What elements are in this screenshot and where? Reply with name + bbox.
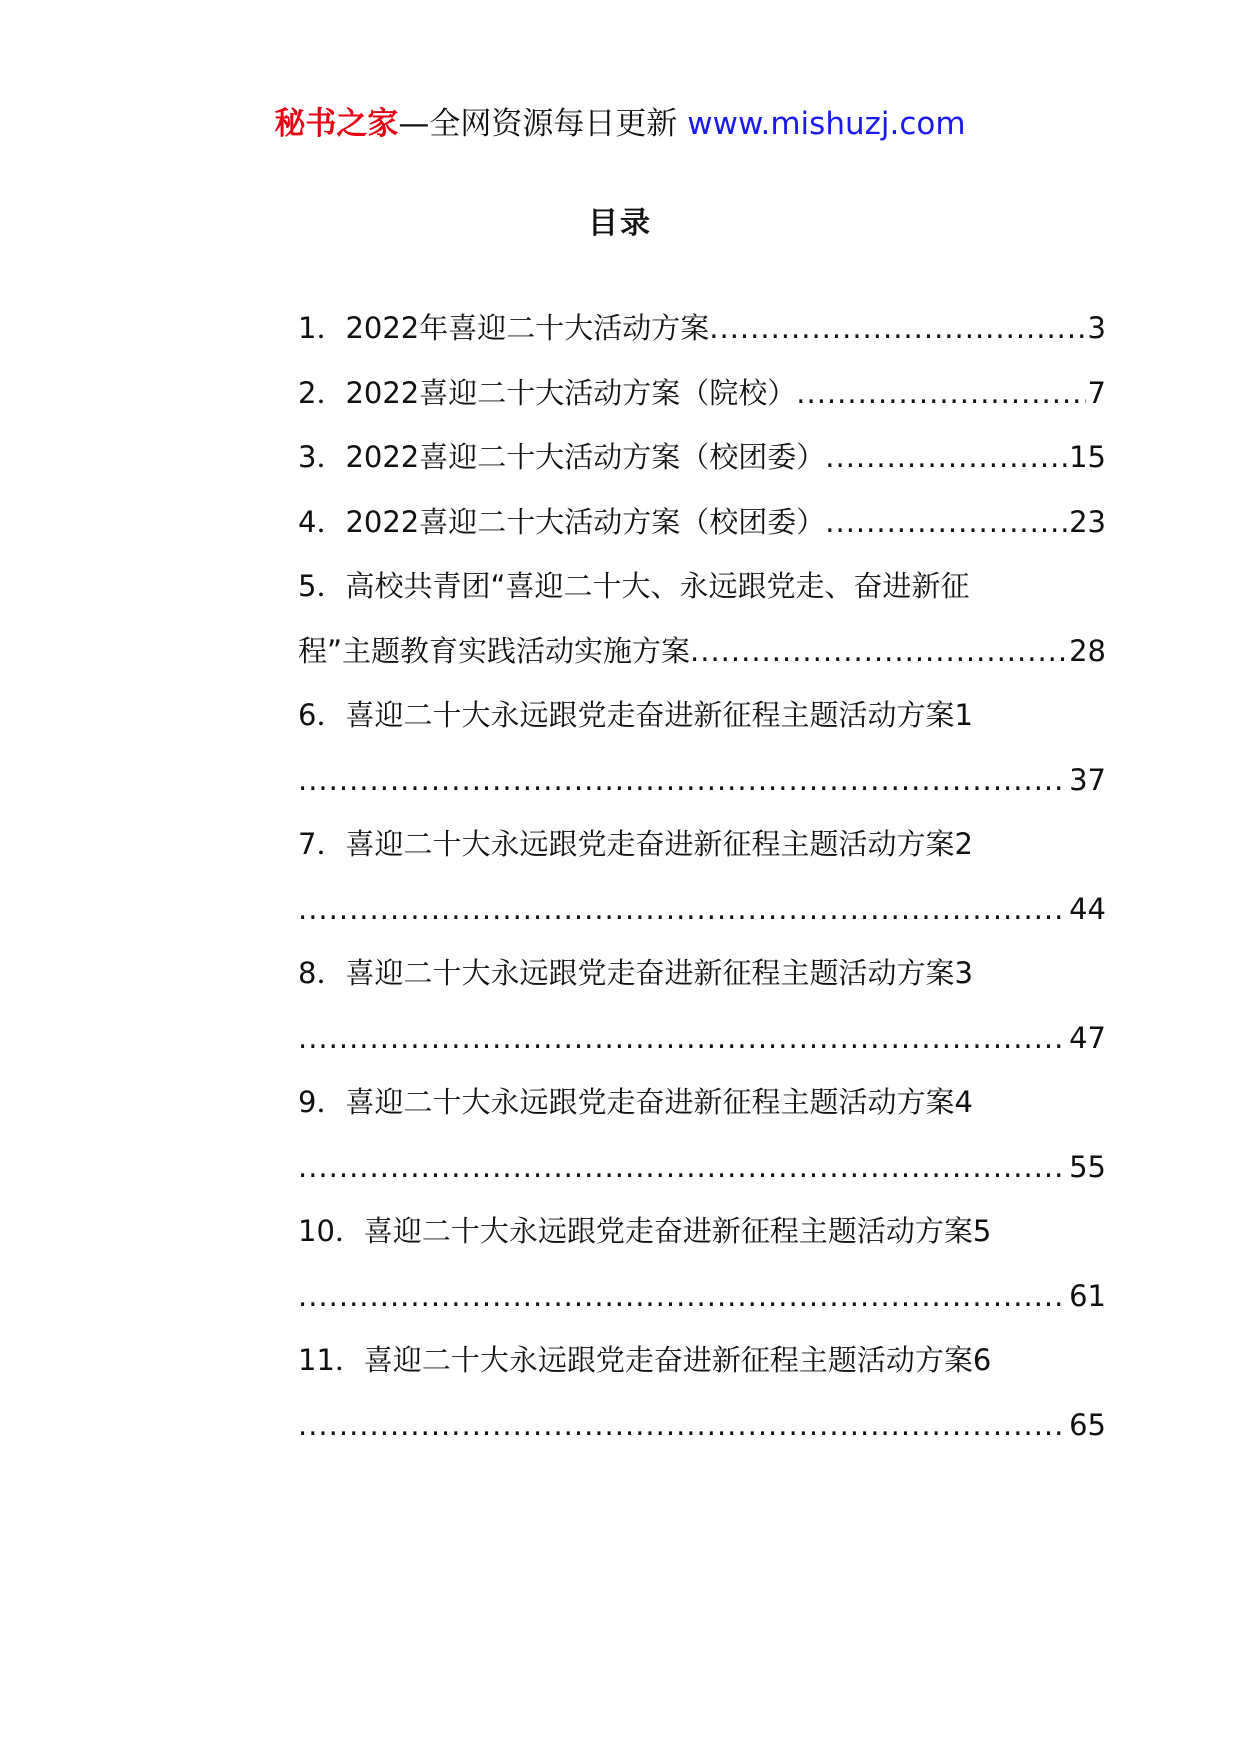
toc-entry-page: 44: [1069, 891, 1106, 926]
dot-leader: [298, 1135, 1067, 1200]
toc-entry-5[interactable]: [298, 554, 1106, 683]
toc-entry-1[interactable]: [298, 296, 1106, 361]
toc-entry-4[interactable]: [298, 490, 1106, 555]
toc-entry-page: 37: [1069, 762, 1106, 797]
dot-leader: [298, 1264, 1067, 1329]
toc-entry-page: 28: [1069, 633, 1106, 668]
dot-leader: [825, 490, 1067, 555]
toc-entry-10[interactable]: [298, 1199, 1106, 1328]
toc-entry-page: 47: [1069, 1020, 1106, 1055]
dot-leader: [298, 877, 1067, 942]
toc-entry-number: 4．: [298, 504, 346, 539]
toc-entry-title: 喜迎二十大永远跟党走奋进新征程主题活动方案3: [345, 956, 973, 990]
header-slogan: —全网资源每日更新: [398, 106, 678, 142]
table-of-contents: [298, 296, 1106, 1457]
toc-entry-page: 3: [1087, 311, 1106, 345]
dot-leader: [690, 619, 1067, 684]
toc-entry-title: 喜迎二十大永远跟党走奋进新征程主题活动方案4: [345, 1085, 973, 1119]
dot-leader: [298, 1006, 1067, 1071]
toc-entry-title: 2022喜迎二十大活动方案（院校）: [345, 375, 797, 410]
site-header: [0, 100, 1240, 148]
toc-entry-title-line2: 程”主题教育实践活动实施方案: [298, 633, 691, 668]
toc-entry-number: 7．: [298, 827, 346, 861]
toc-entry-page: 7: [1087, 375, 1106, 410]
toc-entry-3[interactable]: [298, 425, 1106, 490]
dot-leader: [709, 296, 1085, 361]
dot-leader: [298, 1393, 1067, 1458]
toc-entry-title-line1: 高校共青团“喜迎二十大、永远跟党走、奋进新征: [345, 569, 970, 603]
toc-entry-page: 15: [1069, 440, 1106, 474]
toc-entry-9[interactable]: [298, 1070, 1106, 1199]
toc-entry-7[interactable]: [298, 812, 1106, 941]
toc-entry-title: 喜迎二十大永远跟党走奋进新征程主题活动方案6: [363, 1343, 992, 1377]
toc-entry-number: 11．: [298, 1343, 364, 1377]
toc-entry-2[interactable]: [298, 361, 1106, 426]
toc-entry-page: 61: [1069, 1278, 1106, 1313]
dot-leader: [825, 425, 1067, 490]
site-url-link[interactable]: www.mishuzj.com: [687, 106, 966, 142]
toc-entry-11[interactable]: [298, 1328, 1106, 1457]
toc-entry-page: 55: [1069, 1149, 1106, 1184]
toc-entry-page: 65: [1069, 1407, 1106, 1442]
toc-entry-number: 10．: [298, 1214, 364, 1248]
toc-entry-title: 喜迎二十大永远跟党走奋进新征程主题活动方案1: [345, 698, 973, 732]
toc-entry-number: 6．: [298, 698, 346, 732]
toc-title: 目录: [588, 206, 652, 241]
toc-entry-number: 1．: [298, 311, 346, 345]
toc-entry-title: 2022喜迎二十大活动方案（校团委）: [345, 504, 826, 539]
toc-entry-title: 喜迎二十大永远跟党走奋进新征程主题活动方案2: [345, 827, 973, 861]
toc-entry-number: 5．: [298, 569, 346, 603]
brand-name: 秘书之家: [274, 106, 399, 142]
toc-entry-title: 2022喜迎二十大活动方案（校团委）: [345, 440, 826, 474]
dot-leader: [796, 361, 1085, 426]
toc-entry-number: 3．: [298, 440, 346, 474]
toc-entry-8[interactable]: [298, 941, 1106, 1070]
dot-leader: [298, 748, 1067, 813]
toc-entry-number: 9．: [298, 1085, 346, 1119]
toc-entry-number: 8．: [298, 956, 346, 990]
toc-entry-page: 23: [1069, 504, 1106, 539]
toc-entry-6[interactable]: [298, 683, 1106, 812]
toc-entry-title: 喜迎二十大永远跟党走奋进新征程主题活动方案5: [363, 1214, 992, 1248]
toc-entry-number: 2．: [298, 375, 346, 410]
toc-entry-title: 2022年喜迎二十大活动方案: [345, 311, 710, 345]
